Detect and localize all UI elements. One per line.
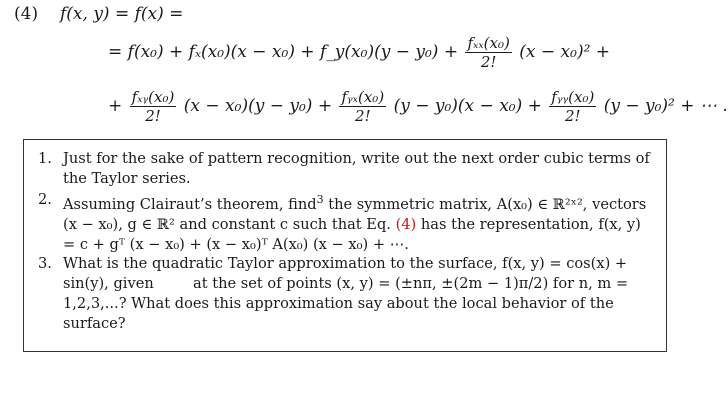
fraction-denominator: 2! [465, 52, 511, 71]
equation-line-2 [108, 34, 610, 71]
equation-label: (4) [14, 4, 39, 24]
equation-line-3 [108, 88, 728, 125]
question-text [63, 190, 654, 255]
question-text-b: the symmetric matrix, A(x₀) ∈ ℝ²ˣ², vectors (x − x₀), g ∈ ℝ² and constant c such that Eq. [63, 195, 647, 233]
question-1 [38, 149, 654, 189]
fraction-numerator: fᵧₓ(x₀) [341, 88, 385, 106]
fraction-numerator: fₓᵧ(x₀) [131, 88, 175, 106]
fraction-denominator: 2! [339, 106, 386, 125]
question-text-a: What is the quadratic Taylor approximation to the surface, f(x, y) = cos(x) + sin(y), given [63, 255, 628, 292]
question-text [63, 254, 654, 334]
question-text-b: at the set of points (x, y) = (±nπ, ±(2m − 1)π/2) for n, m = 1,2,3,...? What does this approximation say about the local behavior of the surface? [63, 275, 629, 332]
equation-line-3-plus: + [108, 96, 123, 116]
fraction-denominator: 2! [130, 106, 177, 125]
equation-reference-link[interactable]: (4) [395, 215, 417, 233]
fyx-fraction [339, 88, 386, 125]
fraction-numerator: fₓₓ(x₀) [467, 34, 510, 52]
equation-line-2-prefix: = f(x₀) + fₓ(x₀)(x − x₀) + f_y(x₀)(y − y₀) + [108, 42, 459, 62]
question-3 [38, 254, 654, 334]
exercise-box [23, 139, 667, 352]
question-number: 3. [38, 255, 52, 272]
equation-line-2-suffix: (x − x₀)² + [519, 42, 611, 62]
equation-line-3-mid-2: (y − y₀)(x − x₀) + [393, 96, 542, 116]
question-number: 2. [38, 191, 52, 208]
question-2 [38, 190, 654, 255]
equation-line-3-suffix: (y − y₀)² + ⋯ . [603, 96, 728, 116]
fxy-fraction [130, 88, 177, 125]
equation-line-1: f(x, y) = f(x) = [60, 4, 184, 24]
equation-line-3-mid-1: (x − x₀)(y − y₀) + [183, 96, 333, 116]
question-text-c: has the representation, f(x, y) = c + gᵀ (x − x₀) + (x − x₀)ᵀ A(x₀) (x − x₀) + ⋯. [63, 215, 641, 253]
fyy-fraction [549, 88, 596, 125]
footnote-marker[interactable]: 3 [316, 193, 324, 206]
question-text-a: Assuming Clairaut’s theorem, find [63, 195, 317, 213]
fxx-fraction [465, 34, 511, 71]
question-number: 1. [38, 150, 52, 167]
question-text: Just for the sake of pattern recognition, write out the next order cubic terms of the Taylor series. [63, 150, 650, 187]
fraction-denominator: 2! [549, 106, 596, 125]
fraction-numerator: fᵧᵧ(x₀) [551, 88, 595, 106]
